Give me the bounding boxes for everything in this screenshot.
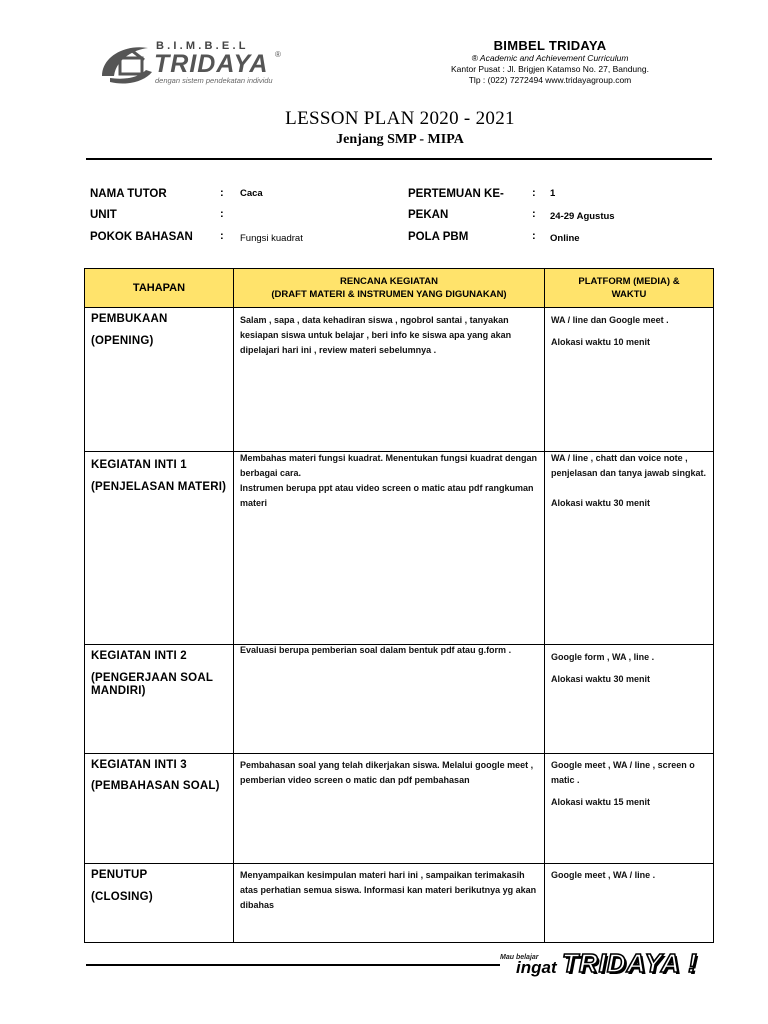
mode-value: Online bbox=[550, 233, 580, 244]
row-1-platform: WA / line dan Google meet . bbox=[551, 315, 669, 325]
row-5-platform: Google meet , WA / line . bbox=[551, 870, 656, 880]
row-3-stage-sub: (PENGERJAAN SOAL MANDIRI) bbox=[91, 672, 213, 697]
tutor-value: Caca bbox=[240, 188, 263, 199]
row-3-plan: Evaluasi berupa pemberian soal dalam bentuk pdf atau g.form . bbox=[240, 645, 512, 655]
week-value: 24-29 Agustus bbox=[550, 211, 615, 222]
row-2-platform: WA / line , chatt dan voice note , penjelasan dan tanya jawab singkat. bbox=[551, 453, 707, 478]
row-1-time: Alokasi waktu 10 menit bbox=[551, 337, 651, 347]
org-name: BIMBEL TRIDAYA bbox=[493, 38, 607, 53]
logo-spaced-text: B.I.M.B.E.L bbox=[156, 40, 249, 52]
row-5-stage-sub: (CLOSING) bbox=[91, 891, 153, 903]
header-plan-line2: (DRAFT MATERI & INSTRUMEN YANG DIGUNAKAN) bbox=[271, 289, 507, 300]
meeting-value: 1 bbox=[550, 188, 556, 199]
footer-slogan-ingat: ingat bbox=[516, 958, 557, 977]
row-3-stage: KEGIATAN INTI 2 bbox=[91, 650, 187, 662]
row-1-stage: PEMBUKAAN bbox=[91, 313, 168, 325]
row-5-stage: PENUTUP bbox=[91, 869, 148, 881]
topic-value: Fungsi kuadrat bbox=[240, 233, 303, 244]
header-platform-line2: WAKTU bbox=[611, 289, 647, 300]
tutor-colon: : bbox=[220, 187, 224, 199]
row-1-stage-sub: (OPENING) bbox=[91, 335, 154, 347]
org-contact: Tlp : (022) 7272494 www.tridayagroup.com bbox=[468, 75, 632, 85]
week-label: PEKAN bbox=[408, 209, 449, 221]
row-2-stage-sub: (PENJELASAN MATERI) bbox=[91, 481, 227, 493]
footer-brand-logo: TRIDAYA ! bbox=[562, 948, 698, 978]
row-2-time: Alokasi waktu 30 menit bbox=[551, 498, 651, 508]
row-4-stage: KEGIATAN INTI 3 bbox=[91, 759, 187, 771]
mode-colon: : bbox=[532, 230, 536, 242]
header-divider bbox=[86, 158, 712, 160]
org-address: Kantor Pusat : Jl. Brigjen Katamso No. 27, Bandung. bbox=[451, 64, 649, 74]
header-platform-line1: PLATFORM (MEDIA) & bbox=[578, 276, 680, 287]
mode-label: POLA PBM bbox=[408, 231, 469, 243]
meeting-label: PERTEMUAN KE- bbox=[408, 188, 504, 200]
row-4-time: Alokasi waktu 15 menit bbox=[551, 797, 651, 807]
row-3-platform: Google form , WA , line . bbox=[551, 652, 655, 662]
header-platform bbox=[545, 269, 713, 307]
page-title: LESSON PLAN 2020 - 2021 bbox=[285, 108, 515, 129]
row-5-plan: Menyampaikan kesimpulan materi hari ini , sampaikan terimakasih atas perhatian semua siswa. Informasi kan materi berikutnya yg akan dibahas bbox=[240, 870, 537, 910]
page-subtitle: Jenjang SMP - MIPA bbox=[336, 132, 464, 147]
row-2-stage: KEGIATAN INTI 1 bbox=[91, 459, 187, 471]
topic-colon: : bbox=[220, 230, 224, 242]
footer-slogan-small: Mau belajar bbox=[500, 954, 539, 961]
footer-divider bbox=[86, 964, 500, 966]
org-curriculum: ® Academic and Achievement Curriculum bbox=[471, 53, 629, 63]
row-2-plan: Membahas materi fungsi kuadrat. Menentukan fungsi kuadrat dengan berbagai cara. bbox=[240, 453, 538, 478]
logo-wordmark: TRIDAYA bbox=[154, 50, 269, 78]
header-plan bbox=[234, 269, 544, 307]
row-4-stage-sub: (PEMBAHASAN SOAL) bbox=[91, 780, 220, 792]
logo-registered-mark: ® bbox=[275, 50, 281, 59]
row-4-plan: Pembahasan soal yang telah dikerjakan siswa. Melalui google meet , pemberian video screen o matic dan pdf pembahasan bbox=[240, 760, 534, 785]
row-1-plan: Salam , sapa , data kehadiran siswa , ngobrol santai , tanyakan kesiapan siswa untuk belajar , beri info ke siswa apa yang akan dipelajari hari ini , review materi sebelumnya . bbox=[240, 315, 512, 355]
week-colon: : bbox=[532, 208, 536, 220]
tutor-label: NAMA TUTOR bbox=[90, 188, 167, 200]
lesson-plan-table bbox=[84, 268, 714, 943]
header-plan-line1: RENCANA KEGIATAN bbox=[340, 276, 438, 287]
meeting-colon: : bbox=[532, 187, 536, 199]
header-stage: TAHAPAN bbox=[132, 281, 186, 294]
row-2-plan-instrument: Instrumen berupa ppt atau video screen o matic atau pdf rangkuman materi bbox=[240, 483, 534, 508]
row-3-time: Alokasi waktu 30 menit bbox=[551, 674, 651, 684]
unit-colon: : bbox=[220, 208, 224, 220]
org-info bbox=[400, 38, 700, 86]
topic-label: POKOK BAHASAN bbox=[90, 231, 193, 243]
logo-tagline: dengan sistem pendekatan individu bbox=[155, 76, 273, 85]
unit-label: UNIT bbox=[90, 209, 117, 221]
row-4-platform: Google meet , WA / line , screen o matic . bbox=[551, 760, 695, 785]
